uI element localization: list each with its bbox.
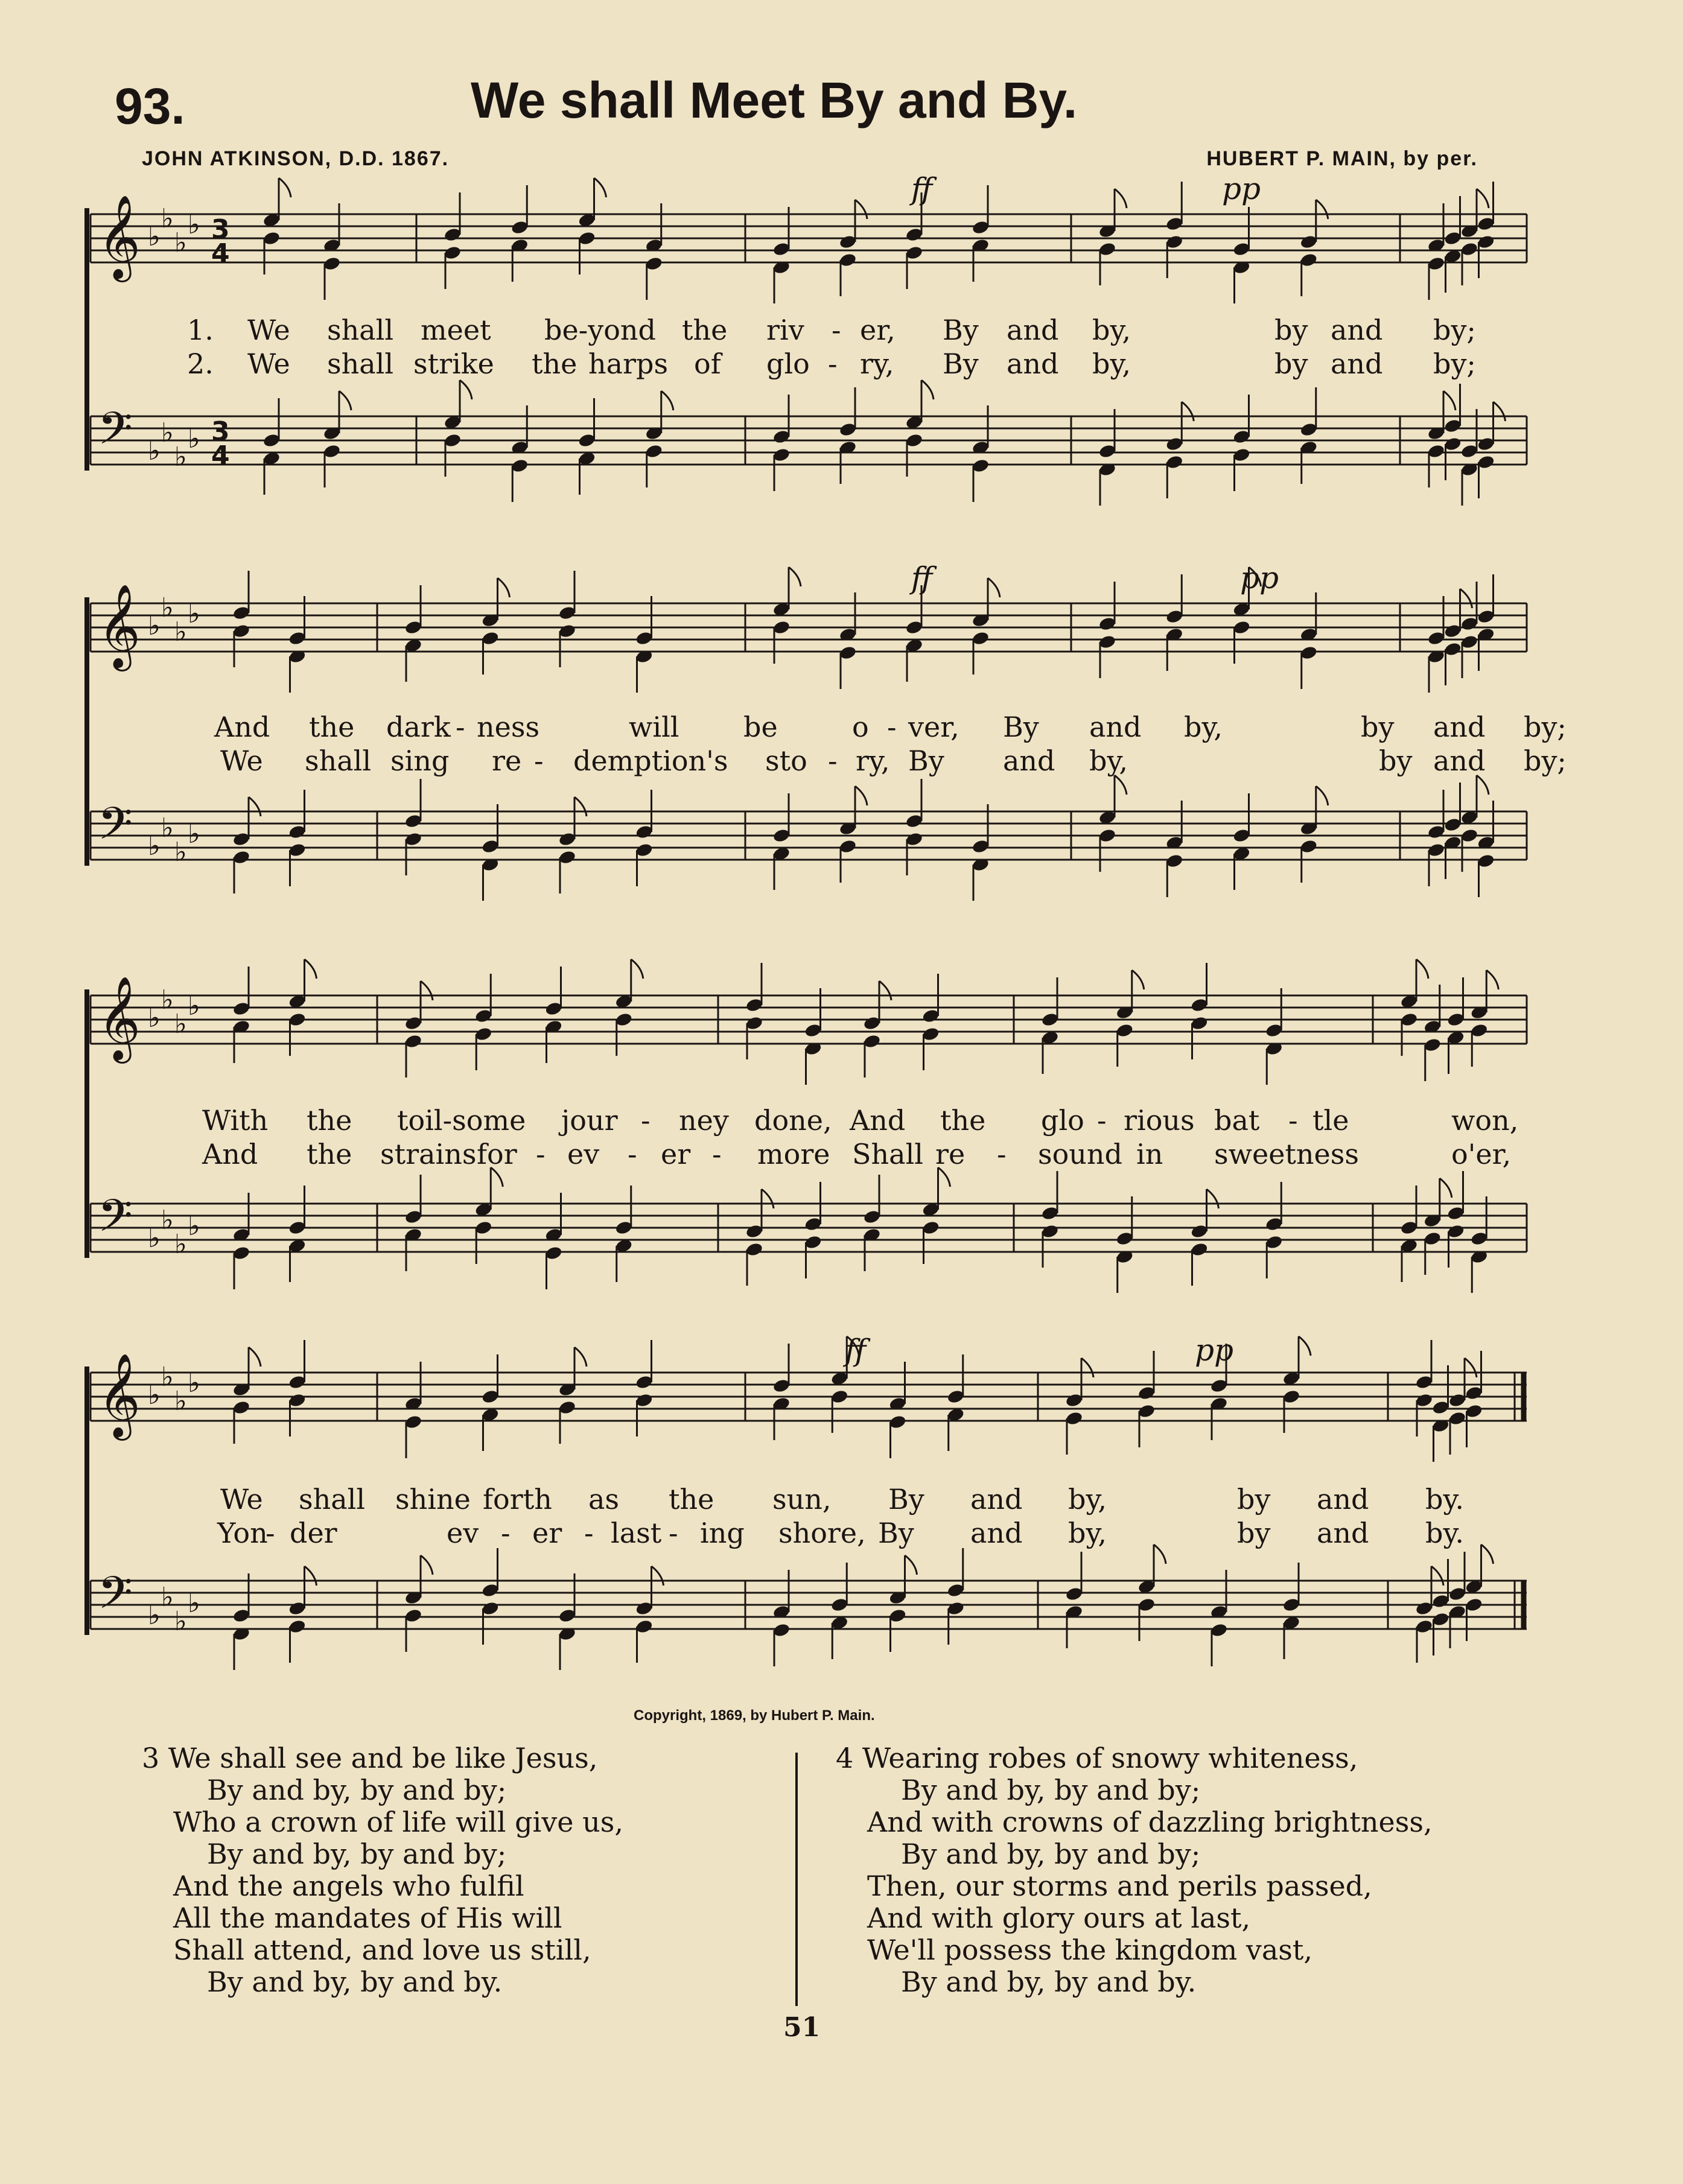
lyric: forth [483,1483,552,1516]
lyric: more [757,1138,830,1170]
lyric: the [307,1138,352,1170]
lyric: And [214,711,270,743]
note-flag [421,981,433,1000]
flat-icon: ♭ [148,1003,161,1033]
lyric: by; [1433,314,1476,346]
lyric: - [997,1138,1007,1170]
lyric: by; [1524,744,1567,777]
flat-icon: ♭ [174,617,187,647]
lyric: the [309,711,355,743]
page-number: 51 [783,2012,821,2043]
lyric: ness [477,711,540,743]
flat-icon: ♭ [174,837,187,868]
lyric: 1. [187,314,214,346]
lyric: ry, [860,348,894,380]
lyric: shall [327,348,394,380]
stanza-line: Then, our storms and perils passed, [867,1870,1372,1902]
stanza-line: By and by, by and by; [207,1774,507,1806]
stanza-number: 4 [836,1742,854,1774]
lyric: ing [700,1517,745,1549]
lyric: o'er, [1451,1138,1512,1170]
note-flag [1443,391,1456,410]
lyric: der [290,1517,337,1549]
lyric: er, [860,314,896,346]
composer-credit: HUBERT P. MAIN, by per. [1206,147,1478,170]
bass-clef-icon: 𝄢 [98,1190,133,1253]
lyric: be-yond [544,314,656,346]
lyric: and [1317,1517,1369,1549]
flat-icon: ♭ [161,592,174,623]
lyric: - [887,711,897,743]
lyric: and [970,1517,1023,1549]
stanza-3 [142,1742,623,1998]
lyric: riv [766,314,804,346]
lyrics-system-2-verse-2 [91,744,1567,781]
lyric: glo [766,348,810,380]
note-flag [1494,402,1506,421]
lyric: by, [1092,314,1131,346]
lyric: by, [1068,1483,1107,1516]
flat-icon: ♭ [188,1211,200,1242]
lyric: by. [1425,1483,1464,1516]
dynamic-ff: ff [845,1333,867,1368]
lyric: by [1237,1483,1271,1516]
lyric: tle [1312,1104,1349,1137]
lyric: by, [1092,348,1131,380]
flat-icon: ♭ [161,1205,174,1236]
note-flag [594,178,606,197]
stanza-line: All the mandates of His will [173,1902,562,1934]
note-flag [305,959,317,979]
lyric: won, [1451,1104,1519,1137]
treble-clef-icon: 𝄞 [98,976,141,1060]
note-flag [1207,1189,1219,1208]
note-flag [339,391,351,410]
flat-icon: ♭ [148,611,161,641]
note-flag [855,200,867,219]
copyright-notice: Copyright, 1869, by Hubert P. Main. [634,1707,875,1724]
lyrics-system-1-verse-2 [91,348,1539,384]
lyric: rious [1124,1104,1195,1137]
lyric: bat [1214,1104,1260,1137]
lyrics-system-4-verse-1 [91,1483,1539,1519]
lyric: sound [1038,1138,1122,1170]
lyric: - [669,1517,678,1549]
note-flag [789,567,801,586]
lyric: - [712,1138,722,1170]
lyric: By [878,1517,914,1549]
flat-icon: ♭ [161,203,174,234]
lyric: 2. [187,348,214,380]
lyric: by [1379,744,1413,777]
lyric: demption's [573,744,728,777]
lyric: by [1361,711,1395,743]
note-flag [1132,970,1144,989]
stanza-line: And the angels who fulfil [173,1870,524,1902]
lyric: - [1288,1104,1298,1137]
lyric: - [584,1517,594,1549]
lyric: Yon [217,1517,268,1549]
time-signature-bottom: 4 [211,440,230,471]
stanza-line: By and by, by and by; [207,1838,507,1870]
lyric: sto [765,744,807,777]
lyric: and [1003,744,1055,777]
lyric: And [850,1104,906,1137]
lyric: shall [299,1483,366,1516]
lyric: by [1237,1517,1271,1549]
lyric: and [1433,711,1486,743]
dynamic-ff: ff [911,171,933,206]
note-flag [1486,970,1498,989]
flat-icon: ♭ [174,442,187,472]
lyric: done, [754,1104,832,1137]
bass-clef-icon: 𝄢 [98,798,133,861]
lyric: We [220,744,263,777]
lyric: - [628,1138,637,1170]
lyric: By [1003,711,1039,743]
lyrics-system-3-verse-1 [91,1104,1539,1140]
flat-icon: ♭ [161,1582,174,1613]
note-flag [1316,786,1328,805]
note-flag [498,578,510,597]
flat-icon: ♭ [161,813,174,843]
lyric: ry, [856,744,890,777]
time-signature-bottom: 4 [211,238,230,269]
lyric: We [247,348,290,380]
stanza-line: By and by, by and by; [901,1838,1201,1870]
lyric: shall [305,744,372,777]
lyric: We [247,314,290,346]
lyric: by; [1433,348,1476,380]
stanza-line: By and by, by and by. [901,1966,1197,1998]
lyric: And [202,1138,258,1170]
flat-icon: ♭ [148,1223,161,1254]
flat-icon: ♭ [174,1229,187,1260]
lyric: by, [1184,711,1223,743]
note-flag [249,797,261,816]
lyric: the [532,348,577,380]
lyric: and [1331,348,1383,380]
stanza-line [142,1742,623,1774]
flat-icon: ♭ [174,1386,187,1417]
lyric: will [629,711,679,743]
lyric: shall [327,314,394,346]
flat-icon: ♭ [188,1588,200,1619]
lyrics-system-1-verse-1 [91,314,1539,350]
flat-icon: ♭ [148,831,161,862]
lyric: of [694,348,721,380]
dynamic-pp: pp [1240,560,1279,595]
lyric: By [888,1483,924,1516]
stanza-line: And with glory ours at last, [867,1902,1251,1934]
dynamic-ff: ff [911,560,933,595]
lyric: by, [1089,744,1128,777]
lyrics-system-3-verse-2 [91,1138,1539,1174]
note-flag [1477,189,1489,208]
lyric: be [743,711,778,743]
lyrics-system-2-verse-1 [91,711,1567,747]
note-flag [988,578,1000,597]
lyric: the [940,1104,986,1137]
lyric: glo [1041,1104,1084,1137]
lyric: and [970,1483,1023,1516]
lyric: - [641,1104,651,1137]
flat-icon: ♭ [148,1600,161,1631]
lyric: by; [1524,711,1567,743]
dynamic-pp: pp [1195,1333,1234,1368]
hymn-title: We shall Meet By and By. [471,72,1078,129]
stanza-line-text: Wearing robes of snowy whiteness, [862,1742,1358,1774]
lyric: and [1007,314,1059,346]
stanza-number: 3 [142,1742,160,1774]
lyric: harps [588,348,669,380]
note-flag [762,1189,774,1208]
flat-icon: ♭ [161,417,174,448]
lyric: sing [390,744,450,777]
note-flag [855,786,867,805]
note-flag [305,1566,317,1586]
lyric: - [456,711,465,743]
lyric: By [908,744,944,777]
lyric: By [943,348,979,380]
flat-icon: ♭ [161,985,174,1015]
stanza-line-text: We shall see and be like Jesus, [168,1742,598,1774]
lyric: by [1274,314,1308,346]
stanza-line: By and by, by and by. [207,1966,503,1998]
flat-icon: ♭ [148,436,161,466]
lyric: er [532,1517,562,1549]
note-flag [661,391,673,410]
note-flag [905,1555,917,1575]
flat-icon: ♭ [174,1009,187,1040]
lyric: the [682,314,728,346]
treble-clef-icon: 𝄞 [98,584,141,668]
stanza-line: And with crowns of dazzling brightness, [867,1806,1433,1838]
note-flag [279,178,291,197]
lyric: meet [421,314,491,346]
lyric: and [1433,744,1486,777]
lyric: for [477,1138,517,1170]
note-flag [1299,1336,1311,1356]
flat-icon: ♭ [174,227,187,258]
flat-icon: ♭ [161,1362,174,1392]
hymn-number: 93. [115,78,185,135]
note-flag [1416,959,1428,979]
lyric: jour [561,1104,618,1137]
lyric: strike [413,348,494,380]
lyric: strains [380,1138,477,1170]
note-flag [249,1347,261,1367]
note-flag [574,797,587,816]
treble-clef-icon: 𝄞 [98,1353,141,1437]
flat-icon: ♭ [188,598,200,629]
lyric: - [266,1517,275,1549]
lyric: - [828,744,838,777]
lyric: ev [567,1138,600,1170]
lyric: shore, [778,1517,866,1549]
treble-clef-icon: 𝄞 [98,195,141,279]
stanza-divider [795,1753,798,2006]
stanza-line: By and by, by and by; [901,1774,1201,1806]
stanza-4 [836,1742,1433,1998]
lyric: sweetness [1214,1138,1359,1170]
flat-icon: ♭ [188,424,200,454]
bass-clef-icon: 𝄢 [98,1567,133,1630]
lyric: o [852,711,869,743]
flat-icon: ♭ [148,1380,161,1411]
lyric: and [1317,1483,1369,1516]
dynamic-pp: pp [1222,171,1261,206]
lyric: Shall [852,1138,923,1170]
note-flag [421,1555,433,1575]
lyric: sun, [772,1483,832,1516]
flat-icon: ♭ [188,1368,200,1398]
lyric: shine [395,1483,471,1516]
lyric: re [935,1138,966,1170]
lyricist-credit: JOHN ATKINSON, D.D. 1867. [142,147,450,170]
note-flag [1081,1358,1093,1377]
lyric: the [307,1104,352,1137]
flat-icon: ♭ [148,221,161,252]
lyric: By [943,314,979,346]
note-flag [879,981,891,1000]
lyric: ver, [908,711,959,743]
lyric: With [202,1104,269,1137]
note-flag [1115,189,1127,208]
lyric: ev [447,1517,479,1549]
note-flag [1440,1178,1452,1198]
note-flag [1316,200,1328,219]
lyric: - [1097,1104,1107,1137]
lyric: last [611,1517,662,1549]
lyric: We [220,1483,263,1516]
stanza-line: Shall attend, and love us still, [173,1934,591,1966]
lyric: toil-some [397,1104,526,1137]
stanza-line: We'll possess the kingdom vast, [867,1934,1312,1966]
note-flag [1460,589,1472,608]
lyric: - [828,348,838,380]
lyric: ney [679,1104,729,1137]
lyric: the [669,1483,714,1516]
lyric: er [661,1138,691,1170]
lyric: - [536,1138,546,1170]
lyric: by. [1425,1517,1464,1549]
flat-icon: ♭ [174,1606,187,1637]
note-flag [574,1347,587,1367]
note-flag [1431,1566,1443,1586]
lyric: - [501,1517,511,1549]
time-signature-top: 3 [211,416,230,447]
stanza-line [836,1742,1433,1774]
lyric: - [534,744,544,777]
flat-icon: ♭ [188,819,200,849]
lyric: re [492,744,522,777]
lyric: and [1089,711,1142,743]
note-flag [1465,1358,1477,1377]
stanza-line: Who a crown of life will give us, [173,1806,623,1838]
lyric: dark [386,711,451,743]
lyric: - [832,314,841,346]
flat-icon: ♭ [188,991,200,1021]
lyrics-system-4-verse-2 [91,1517,1539,1553]
lyric: by, [1068,1517,1107,1549]
time-signature-top: 3 [211,214,230,245]
flat-icon: ♭ [188,209,200,240]
lyric: in [1136,1138,1163,1170]
lyric: and [1007,348,1059,380]
note-flag [1182,402,1194,421]
note-flag [631,959,643,979]
lyric: as [588,1483,620,1516]
lyric: by [1274,348,1308,380]
lyric: and [1331,314,1383,346]
bass-clef-icon: 𝄢 [98,402,133,466]
note-flag [652,1566,664,1586]
